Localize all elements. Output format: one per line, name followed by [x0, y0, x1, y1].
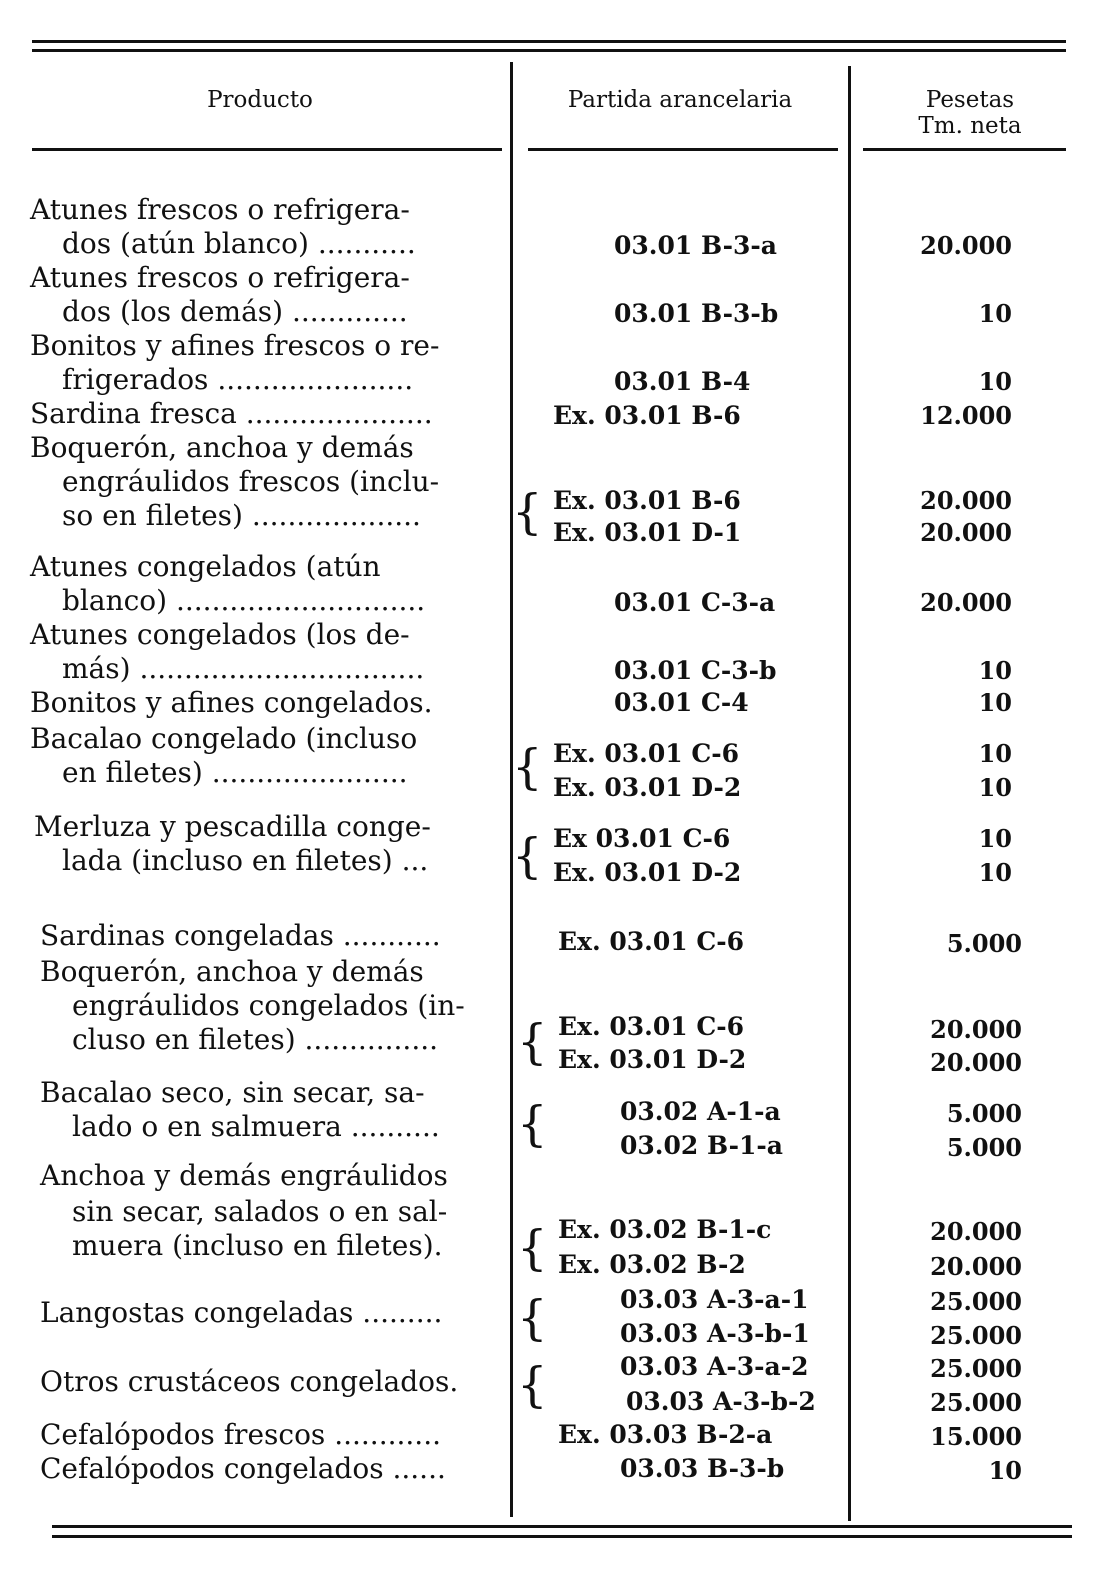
pesetas-value: 12.000: [920, 401, 1012, 430]
product-line: Atunes frescos o refrigera-: [30, 193, 410, 226]
brace: {: [512, 739, 543, 795]
brace: {: [517, 1220, 548, 1276]
header-rule-producto: [32, 148, 502, 151]
header-pesetas-line1: Pesetas: [925, 87, 1015, 113]
tariff-code: 03.01 B-3-b: [614, 299, 779, 328]
tariff-code: 03.03 A-3-a-2: [620, 1352, 809, 1381]
product-line: Merluza y pescadilla conge-: [34, 810, 431, 843]
pesetas-value: 20.000: [930, 1252, 1022, 1281]
brace: {: [517, 1290, 548, 1346]
bottom-rule-2: [52, 1535, 1072, 1538]
column-divider-2: [848, 66, 851, 1521]
product-line: Bacalao congelado (incluso: [30, 722, 418, 755]
tariff-code: 03.03 A-3-a-1: [620, 1285, 809, 1314]
top-rule-2: [32, 49, 1066, 52]
product-line: frigerados ......................: [62, 363, 414, 396]
tariff-code: Ex. 03.01 D-2: [553, 858, 742, 887]
pesetas-value: 10: [978, 773, 1012, 802]
tariff-code: 03.01 C-3-a: [614, 588, 776, 617]
tariff-code: Ex. 03.01 D-1: [553, 518, 742, 547]
brace: {: [512, 828, 543, 884]
product-line: Boquerón, anchoa y demás: [30, 431, 414, 464]
pesetas-value: 10: [978, 739, 1012, 768]
product-line: Sardinas congeladas ...........: [40, 919, 441, 952]
pesetas-value: 5.000: [946, 929, 1022, 958]
pesetas-value: 20.000: [920, 486, 1012, 515]
header-rule-partida: [528, 148, 838, 151]
product-line: Atunes congelados (atún: [30, 550, 381, 583]
tariff-code: Ex. 03.01 D-2: [558, 1045, 747, 1074]
header-rule-pesetas: [863, 148, 1066, 151]
product-line: Cefalópodos frescos ............: [40, 1418, 441, 1451]
tariff-code: Ex. 03.02 B-2: [558, 1250, 746, 1279]
tariff-code: Ex. 03.01 B-6: [553, 401, 741, 430]
tariff-code: 03.02 B-1-a: [620, 1131, 783, 1160]
product-line: Bacalao seco, sin secar, sa-: [40, 1076, 425, 1109]
brace: {: [517, 1357, 548, 1413]
product-line: Boquerón, anchoa y demás: [40, 955, 424, 988]
product-line: muera (incluso en filetes).: [72, 1229, 443, 1262]
pesetas-value: 20.000: [920, 518, 1012, 547]
product-line: más) ................................: [62, 652, 425, 685]
pesetas-value: 10: [978, 858, 1012, 887]
product-line: Anchoa y demás engráulidos: [40, 1159, 448, 1192]
header-partida: Partida arancelaria: [567, 87, 793, 113]
tariff-code: Ex 03.01 C-6: [553, 824, 731, 853]
header-pesetas-line2: Tm. neta: [918, 113, 1022, 139]
product-line: Langostas congeladas .........: [40, 1296, 443, 1329]
top-rule-1: [32, 40, 1066, 43]
tariff-code: 03.01 C-3-b: [614, 656, 777, 685]
product-line: Sardina fresca .....................: [30, 397, 433, 430]
pesetas-value: 25.000: [930, 1321, 1022, 1350]
pesetas-value: 25.000: [930, 1287, 1022, 1316]
product-line: engráulidos frescos (inclu-: [62, 465, 440, 498]
brace: {: [517, 1096, 548, 1152]
pesetas-value: 20.000: [930, 1217, 1022, 1246]
product-line: sin secar, salados o en sal-: [72, 1195, 448, 1228]
tariff-code: Ex. 03.03 B-2-a: [558, 1420, 773, 1449]
pesetas-value: 10: [978, 656, 1012, 685]
tariff-code: 03.03 B-3-b: [620, 1454, 785, 1483]
pesetas-value: 25.000: [930, 1388, 1022, 1417]
product-line: Cefalópodos congelados ......: [40, 1452, 446, 1485]
product-line: dos (atún blanco) ...........: [62, 227, 416, 260]
tariff-code: Ex. 03.01 C-6: [558, 1012, 745, 1041]
pesetas-value: 25.000: [930, 1354, 1022, 1383]
pesetas-value: 20.000: [920, 588, 1012, 617]
pesetas-value: 5.000: [946, 1133, 1022, 1162]
product-line: Bonitos y afines frescos o re-: [30, 329, 440, 362]
tariff-code: Ex. 03.02 B-1-c: [558, 1215, 772, 1244]
product-line: lado o en salmuera ..........: [72, 1110, 440, 1143]
tariff-code: 03.01 B-4: [614, 367, 751, 396]
pesetas-value: 10: [978, 688, 1012, 717]
product-line: Atunes congelados (los de-: [30, 618, 410, 651]
pesetas-value: 10: [978, 367, 1012, 396]
pesetas-value: 10: [988, 1456, 1022, 1485]
product-line: cluso en filetes) ...............: [72, 1023, 439, 1056]
tariff-code: Ex. 03.01 C-6: [553, 739, 740, 768]
tariff-code: 03.01 B-3-a: [614, 231, 777, 260]
product-line: so en filetes) ...................: [62, 499, 421, 532]
product-line: Otros crustáceos congelados.: [40, 1365, 459, 1398]
tariff-code: Ex. 03.01 C-6: [558, 927, 745, 956]
pesetas-value: 10: [978, 299, 1012, 328]
bottom-rule-1: [52, 1525, 1072, 1528]
tariff-code: 03.01 C-4: [614, 688, 749, 717]
tariff-code: 03.02 A-1-a: [620, 1097, 781, 1126]
pesetas-value: 20.000: [920, 231, 1012, 260]
header-producto: Producto: [207, 87, 313, 113]
brace: {: [517, 1014, 548, 1070]
product-line: lada (incluso en filetes) ...: [62, 844, 429, 877]
product-line: dos (los demás) .............: [62, 295, 408, 328]
pesetas-value: 10: [978, 824, 1012, 853]
tariff-code: 03.03 A-3-b-2: [626, 1387, 816, 1416]
tariff-code: Ex. 03.01 B-6: [553, 486, 741, 515]
tariff-code: 03.03 A-3-b-1: [620, 1319, 810, 1348]
pesetas-value: 5.000: [946, 1099, 1022, 1128]
product-line: Atunes frescos o refrigera-: [30, 261, 410, 294]
product-line: engráulidos congelados (in-: [72, 989, 465, 1022]
product-line: blanco) ............................: [62, 584, 426, 617]
pesetas-value: 20.000: [930, 1048, 1022, 1077]
pesetas-value: 20.000: [930, 1015, 1022, 1044]
product-line: en filetes) ......................: [62, 756, 408, 789]
product-line: Bonitos y afines congelados.: [30, 686, 433, 719]
tariff-code: Ex. 03.01 D-2: [553, 773, 742, 802]
pesetas-value: 15.000: [930, 1422, 1022, 1451]
brace: {: [512, 484, 543, 540]
